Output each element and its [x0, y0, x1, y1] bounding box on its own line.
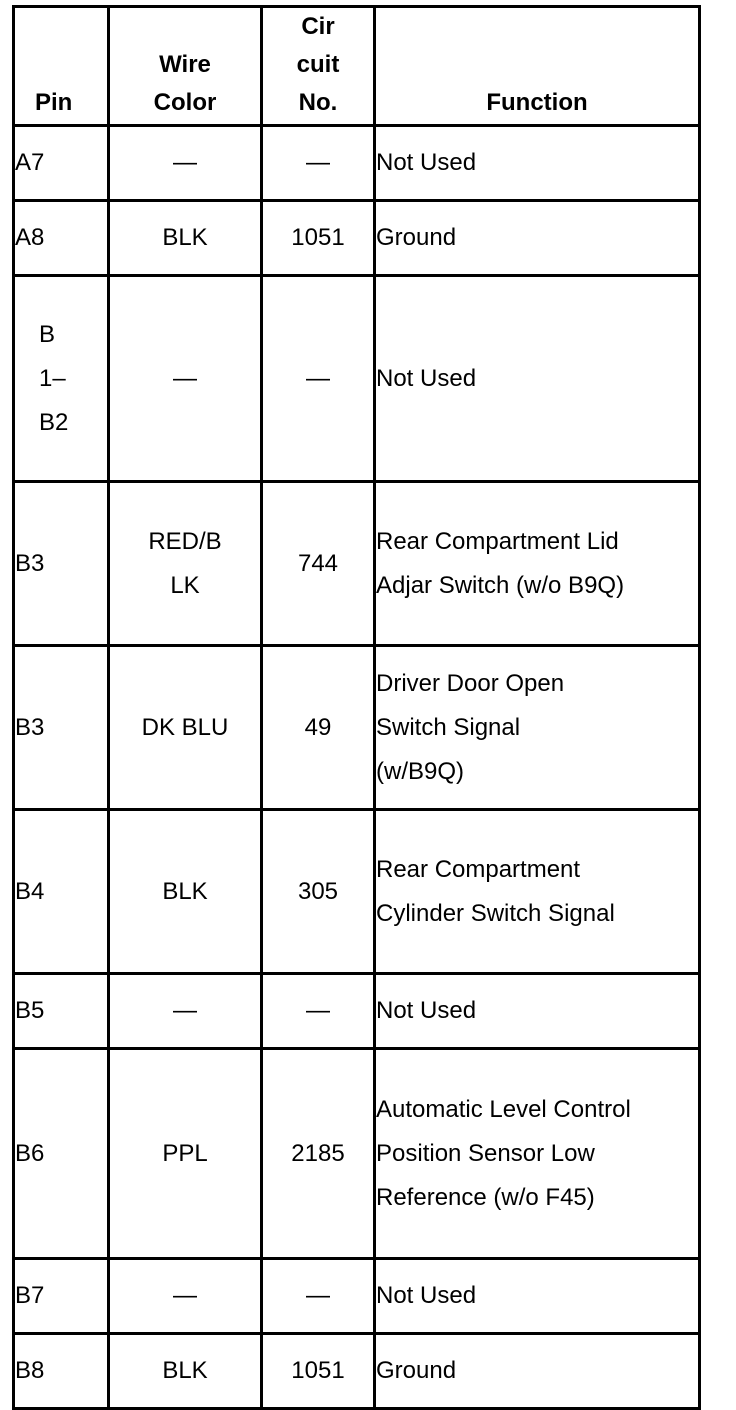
cell-wire-color: BLK	[109, 201, 262, 276]
cell-wire-color: —	[109, 1259, 262, 1334]
table-row	[14, 1259, 700, 1334]
cell-circuit: 305	[262, 810, 375, 974]
cell-circuit: —	[262, 974, 375, 1049]
cell-function: Driver Door Open Switch Signal (w/B9Q)	[375, 646, 700, 810]
cell-pin: A7	[14, 126, 109, 201]
header-pin: Pin	[14, 7, 109, 126]
header-function: Function	[375, 7, 700, 126]
table-row	[14, 1049, 700, 1259]
cell-wire-color: RED/B LK	[109, 482, 262, 646]
cell-pin: B6	[14, 1049, 109, 1259]
header-circuit-no: Cir cuit No.	[262, 7, 375, 126]
cell-wire-color: —	[109, 974, 262, 1049]
connector-pinout-table	[12, 5, 701, 1410]
table-row	[14, 646, 700, 810]
cell-wire-color: —	[109, 126, 262, 201]
table-row	[14, 974, 700, 1049]
header-wire-color: Wire Color	[109, 7, 262, 126]
cell-function: Automatic Level Control Position Sensor Low Reference (w/o F45)	[375, 1049, 700, 1259]
table-header-row	[14, 7, 700, 126]
cell-wire-color: DK BLU	[109, 646, 262, 810]
table-row	[14, 810, 700, 974]
cell-function: Not Used	[375, 1259, 700, 1334]
table-row	[14, 1334, 700, 1409]
cell-circuit: 744	[262, 482, 375, 646]
table-row	[14, 276, 700, 482]
table-row	[14, 201, 700, 276]
cell-wire-color: —	[109, 276, 262, 482]
cell-pin: B 1– B2	[14, 276, 109, 482]
cell-pin: B8	[14, 1334, 109, 1409]
cell-pin: B3	[14, 482, 109, 646]
cell-pin: A8	[14, 201, 109, 276]
table-row	[14, 126, 700, 201]
cell-function: Not Used	[375, 126, 700, 201]
cell-wire-color: BLK	[109, 1334, 262, 1409]
connector-pinout-table-container	[12, 5, 701, 1410]
cell-circuit: —	[262, 276, 375, 482]
cell-function: Not Used	[375, 276, 700, 482]
cell-wire-color: BLK	[109, 810, 262, 974]
cell-circuit: 2185	[262, 1049, 375, 1259]
cell-function: Ground	[375, 201, 700, 276]
cell-circuit: 49	[262, 646, 375, 810]
cell-pin: B7	[14, 1259, 109, 1334]
cell-function: Rear Compartment Cylinder Switch Signal	[375, 810, 700, 974]
cell-pin: B5	[14, 974, 109, 1049]
cell-circuit: 1051	[262, 201, 375, 276]
cell-pin: B3	[14, 646, 109, 810]
cell-function: Ground	[375, 1334, 700, 1409]
cell-circuit: 1051	[262, 1334, 375, 1409]
cell-function: Not Used	[375, 974, 700, 1049]
cell-pin: B4	[14, 810, 109, 974]
cell-circuit: —	[262, 126, 375, 201]
cell-wire-color: PPL	[109, 1049, 262, 1259]
cell-circuit: —	[262, 1259, 375, 1334]
table-row	[14, 482, 700, 646]
cell-function: Rear Compartment Lid Adjar Switch (w/o B9Q)	[375, 482, 700, 646]
